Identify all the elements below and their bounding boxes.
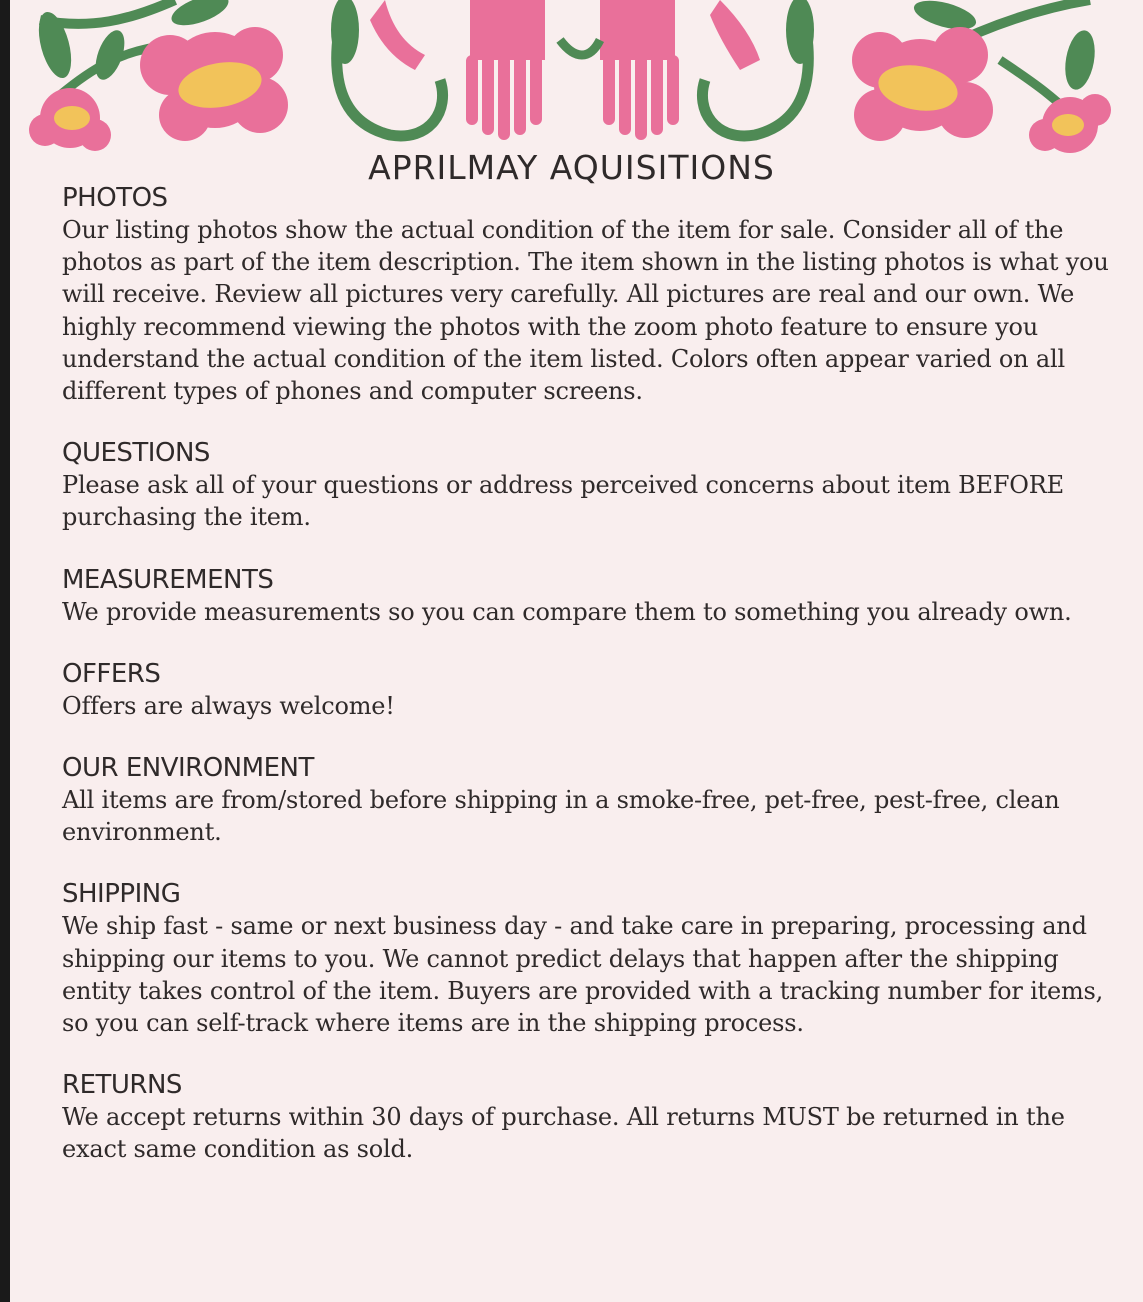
brand-title: APRILMAY AQUISITIONS	[368, 148, 775, 187]
section-questions	[62, 437, 1112, 533]
section-body: We ship fast - same or next business day - and take care in preparing, processing and shipping our items to you. We cannot predict delays that happen after the shipping entity takes control of the item. Buyers are provided with a tracking number for items, so you can self-track where items are in the shipping process.	[62, 912, 1104, 1038]
section-title: QUESTIONS	[62, 438, 210, 469]
floral-header-illustration	[0, 0, 1143, 160]
section-title: MEASUREMENTS	[62, 564, 274, 595]
section-offers	[62, 658, 1112, 722]
section-body: All items are from/stored before shipping in a smoke-free, pet-free, pest-free, clean environment.	[62, 786, 1060, 847]
section-body: Please ask all of your questions or address perceived concerns about item BEFORE purchasing the item.	[62, 471, 1064, 532]
left-flower-cluster	[29, 0, 288, 151]
section-title: RETURNS	[62, 1070, 182, 1101]
section-shipping	[62, 878, 1112, 1039]
right-hand	[600, 0, 679, 140]
section-measurements	[62, 564, 1112, 628]
section-body: Offers are always welcome!	[62, 691, 395, 720]
section-environment	[62, 752, 1112, 848]
left-small-flower	[29, 88, 111, 151]
left-big-flower	[140, 27, 288, 141]
right-big-flower	[852, 27, 993, 141]
section-body: We accept returns within 30 days of purchase. All returns MUST be returned in the exact same condition as sold.	[62, 1103, 1065, 1164]
section-body: Our listing photos show the actual condition of the item for sale. Consider all of the photos as part of the item description. The item shown in the listing photos is what you will receive. Review all pictures very carefully. All pictures are real and our own. We highly recommend viewing the photos with the zoom photo feature to ensure you understand the actual condition of the item listed. Colors often appear varied on all different types of phones and computer screens.	[62, 216, 1109, 406]
right-flower-cluster	[852, 0, 1111, 153]
center-hands-motif	[331, 0, 814, 140]
section-returns	[62, 1069, 1112, 1165]
left-hand	[466, 0, 545, 140]
section-title: PHOTOS	[62, 183, 168, 213]
section-title: OFFERS	[62, 658, 161, 689]
section-title: OUR ENVIRONMENT	[62, 753, 314, 784]
left-frame-edge	[0, 0, 10, 1302]
right-small-flower	[1029, 94, 1111, 153]
section-title: SHIPPING	[62, 879, 181, 910]
section-body: We provide measurements so you can compare them to something you already own.	[62, 597, 1072, 626]
policy-content	[62, 182, 1112, 1196]
section-photos	[62, 182, 1112, 407]
